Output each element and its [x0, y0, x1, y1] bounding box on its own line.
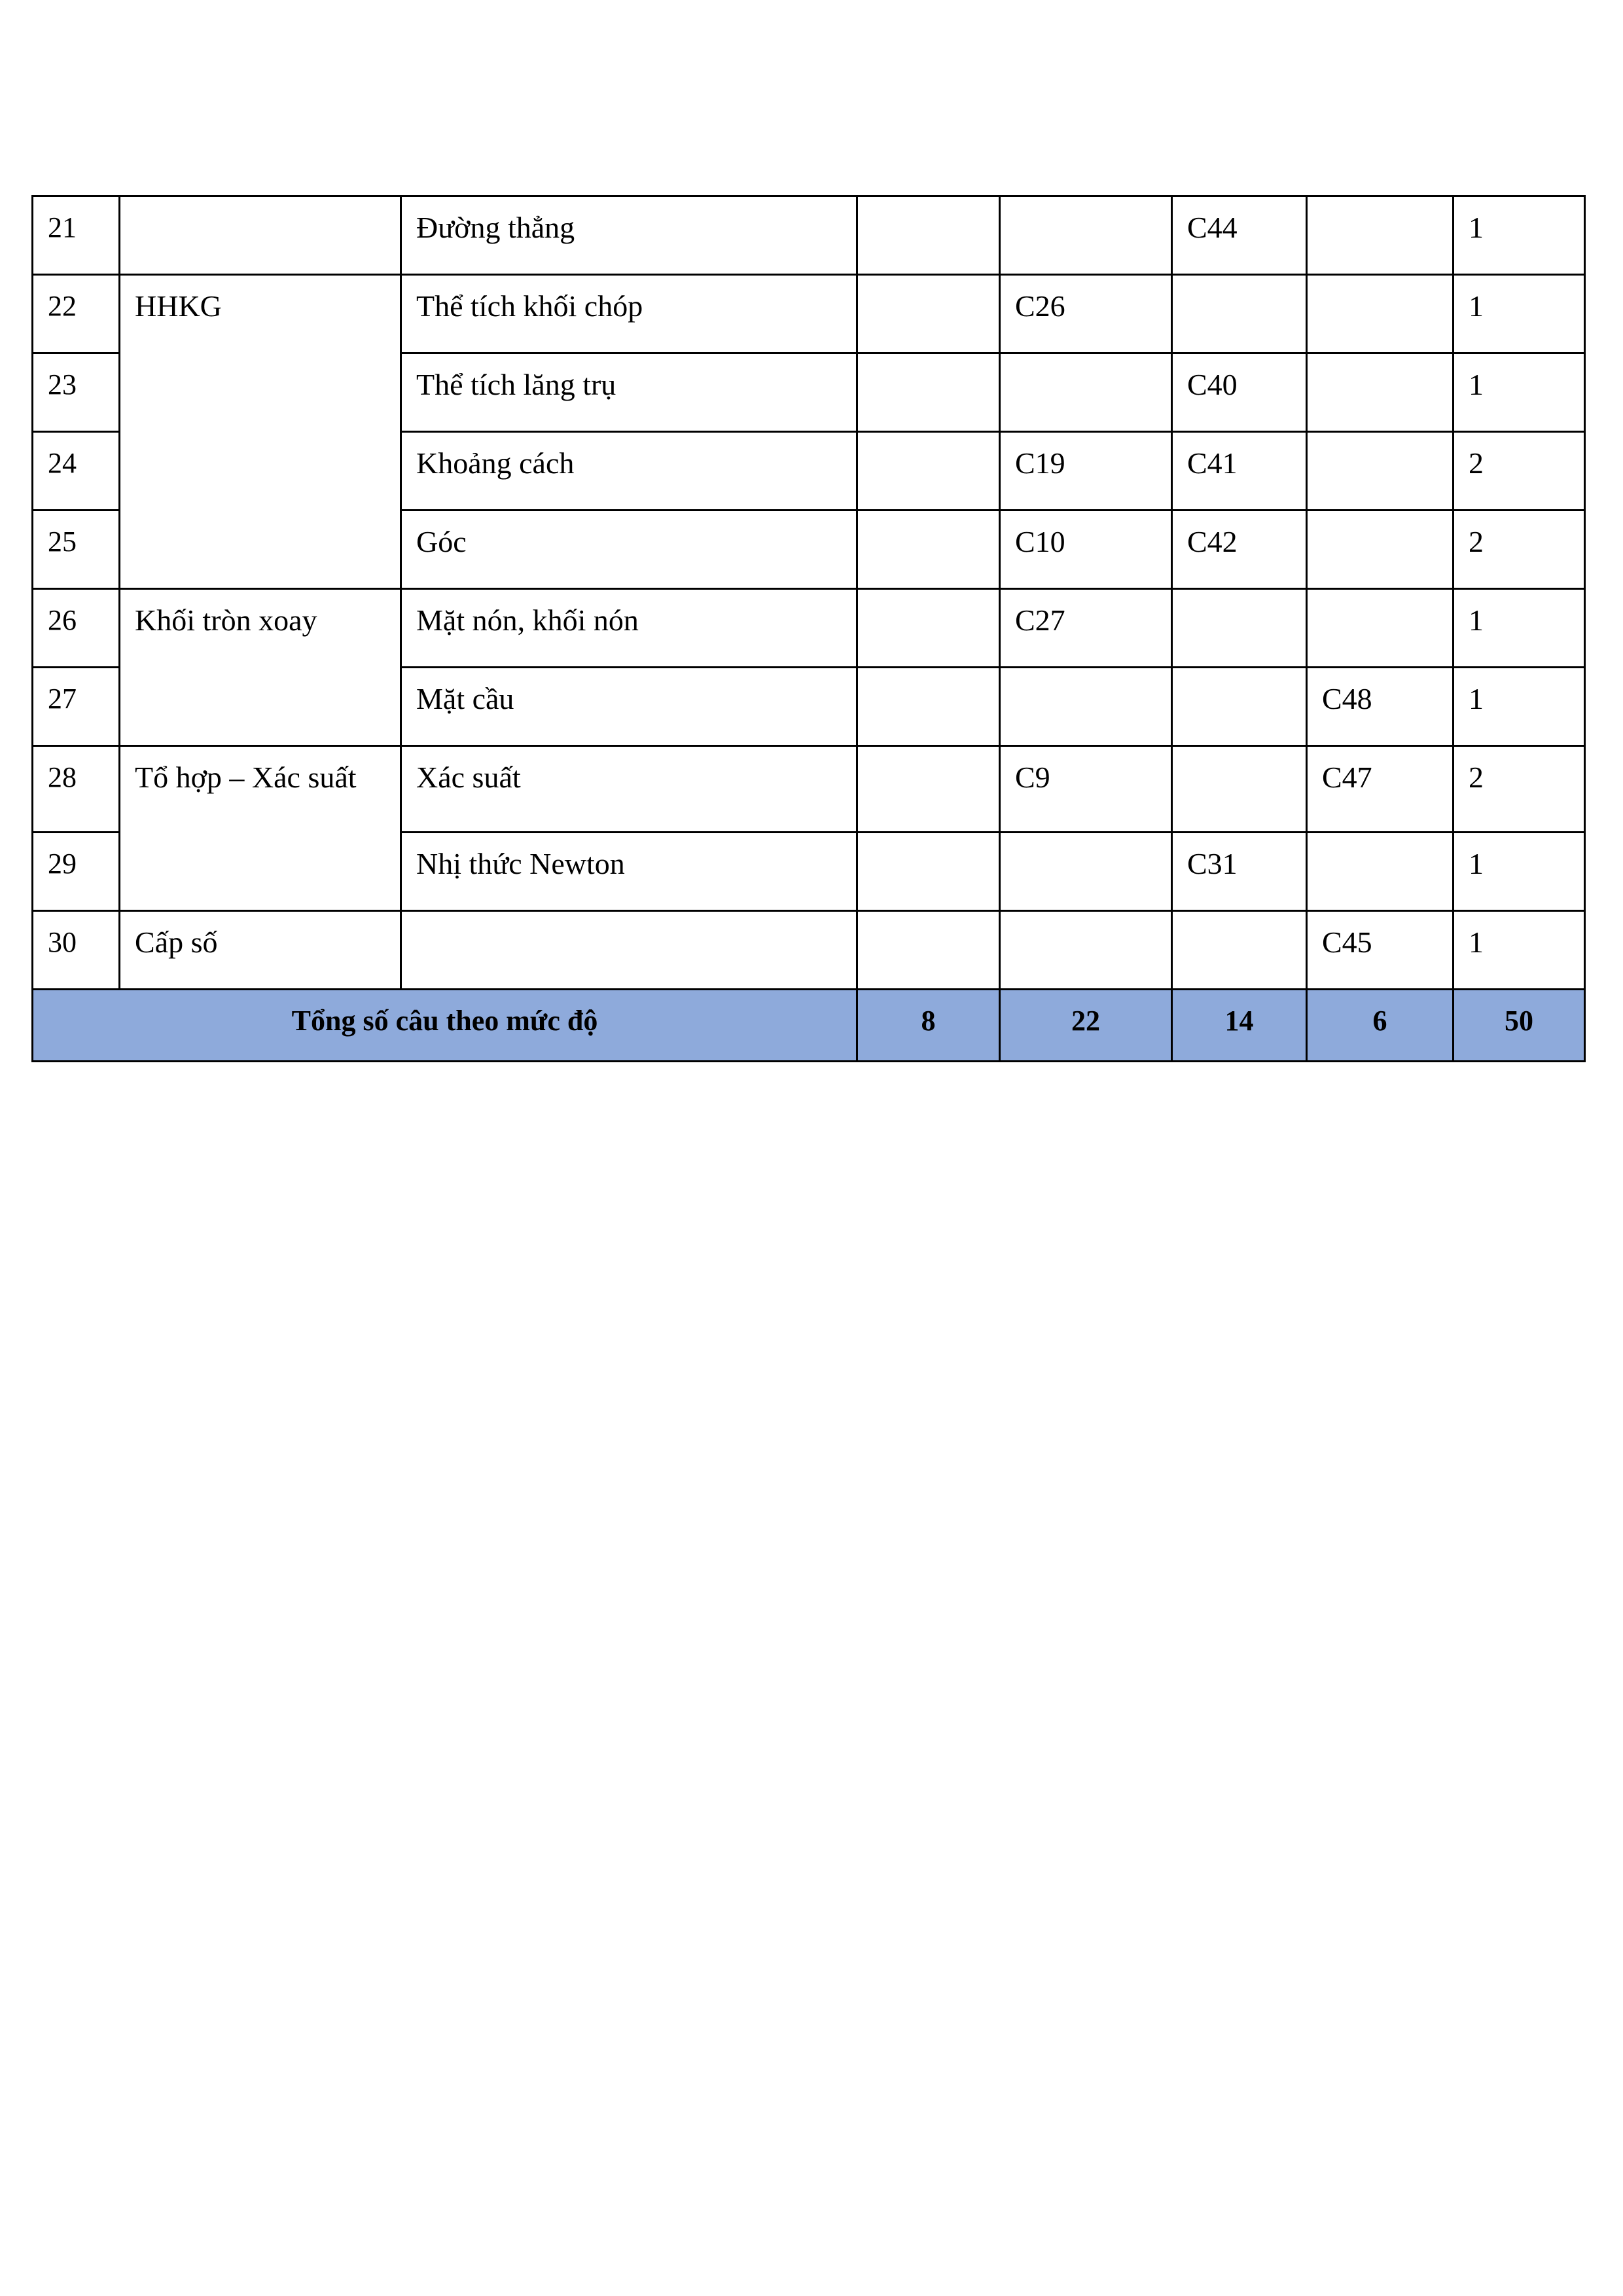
- group-cell: Khối tròn xoay: [120, 589, 401, 746]
- total-cell: 1: [1454, 833, 1585, 911]
- level1-cell: [857, 511, 1000, 589]
- level1-cell: [857, 833, 1000, 911]
- total-level2: 22: [1000, 990, 1172, 1062]
- level3-cell: C42: [1172, 511, 1307, 589]
- group-cell: Cấp số: [120, 911, 401, 990]
- level1-cell: [857, 911, 1000, 990]
- level3-cell: C44: [1172, 196, 1307, 275]
- total-cell: 1: [1454, 668, 1585, 746]
- row-number: 22: [33, 275, 120, 353]
- level1-cell: [857, 196, 1000, 275]
- row-number: 27: [33, 668, 120, 746]
- topic-cell: Mặt nón, khối nón: [401, 589, 857, 668]
- total-cell: 1: [1454, 589, 1585, 668]
- level1-cell: [857, 275, 1000, 353]
- level3-cell: C41: [1172, 432, 1307, 511]
- total-level3: 14: [1172, 990, 1307, 1062]
- level2-cell: [1000, 668, 1172, 746]
- table-row: [33, 746, 1585, 833]
- table-row: [33, 196, 1585, 275]
- level3-cell: C40: [1172, 353, 1307, 432]
- table-row: [33, 589, 1585, 668]
- total-row: [33, 990, 1585, 1062]
- level2-cell: [1000, 911, 1172, 990]
- level2-cell: [1000, 833, 1172, 911]
- group-cell: HHKG: [120, 275, 401, 589]
- level3-cell: [1172, 589, 1307, 668]
- table-row: [33, 275, 1585, 353]
- row-number: 23: [33, 353, 120, 432]
- level2-cell: C9: [1000, 746, 1172, 833]
- level4-cell: [1307, 589, 1454, 668]
- level3-cell: [1172, 911, 1307, 990]
- group-cell: Tổ hợp – Xác suất: [120, 746, 401, 911]
- group-cell: [120, 196, 401, 275]
- level2-cell: [1000, 353, 1172, 432]
- total-level1: 8: [857, 990, 1000, 1062]
- topic-cell: Đường thẳng: [401, 196, 857, 275]
- level1-cell: [857, 668, 1000, 746]
- row-number: 28: [33, 746, 120, 833]
- row-number: 26: [33, 589, 120, 668]
- level4-cell: C48: [1307, 668, 1454, 746]
- row-number: 21: [33, 196, 120, 275]
- grand-total: 50: [1454, 990, 1585, 1062]
- topic-cell: Xác suất: [401, 746, 857, 833]
- row-number: 24: [33, 432, 120, 511]
- total-row-label: Tổng số câu theo mức độ: [33, 990, 857, 1062]
- total-cell: 2: [1454, 511, 1585, 589]
- topic-cell: Thể tích lăng trụ: [401, 353, 857, 432]
- level4-cell: [1307, 275, 1454, 353]
- level1-cell: [857, 432, 1000, 511]
- total-cell: 2: [1454, 432, 1585, 511]
- level4-cell: [1307, 833, 1454, 911]
- level2-cell: C26: [1000, 275, 1172, 353]
- topic-cell: Nhị thức Newton: [401, 833, 857, 911]
- topic-cell: Mặt cầu: [401, 668, 857, 746]
- topic-cell: Thể tích khối chóp: [401, 275, 857, 353]
- level2-cell: C10: [1000, 511, 1172, 589]
- exam-matrix-table: [31, 195, 1586, 1062]
- topic-cell: [401, 911, 857, 990]
- level2-cell: C27: [1000, 589, 1172, 668]
- level2-cell: C19: [1000, 432, 1172, 511]
- table-row: [33, 911, 1585, 990]
- topic-cell: Khoảng cách: [401, 432, 857, 511]
- level3-cell: C31: [1172, 833, 1307, 911]
- level2-cell: [1000, 196, 1172, 275]
- total-cell: 1: [1454, 275, 1585, 353]
- row-number: 29: [33, 833, 120, 911]
- total-cell: 1: [1454, 353, 1585, 432]
- level4-cell: C45: [1307, 911, 1454, 990]
- total-cell: 1: [1454, 196, 1585, 275]
- level4-cell: [1307, 196, 1454, 275]
- level1-cell: [857, 353, 1000, 432]
- row-number: 25: [33, 511, 120, 589]
- level4-cell: [1307, 432, 1454, 511]
- level1-cell: [857, 746, 1000, 833]
- topic-cell: Góc: [401, 511, 857, 589]
- level4-cell: [1307, 353, 1454, 432]
- row-number: 30: [33, 911, 120, 990]
- level4-cell: [1307, 511, 1454, 589]
- level3-cell: [1172, 275, 1307, 353]
- level4-cell: C47: [1307, 746, 1454, 833]
- level3-cell: [1172, 668, 1307, 746]
- total-cell: 1: [1454, 911, 1585, 990]
- total-level4: 6: [1307, 990, 1454, 1062]
- total-cell: 2: [1454, 746, 1585, 833]
- level1-cell: [857, 589, 1000, 668]
- level3-cell: [1172, 746, 1307, 833]
